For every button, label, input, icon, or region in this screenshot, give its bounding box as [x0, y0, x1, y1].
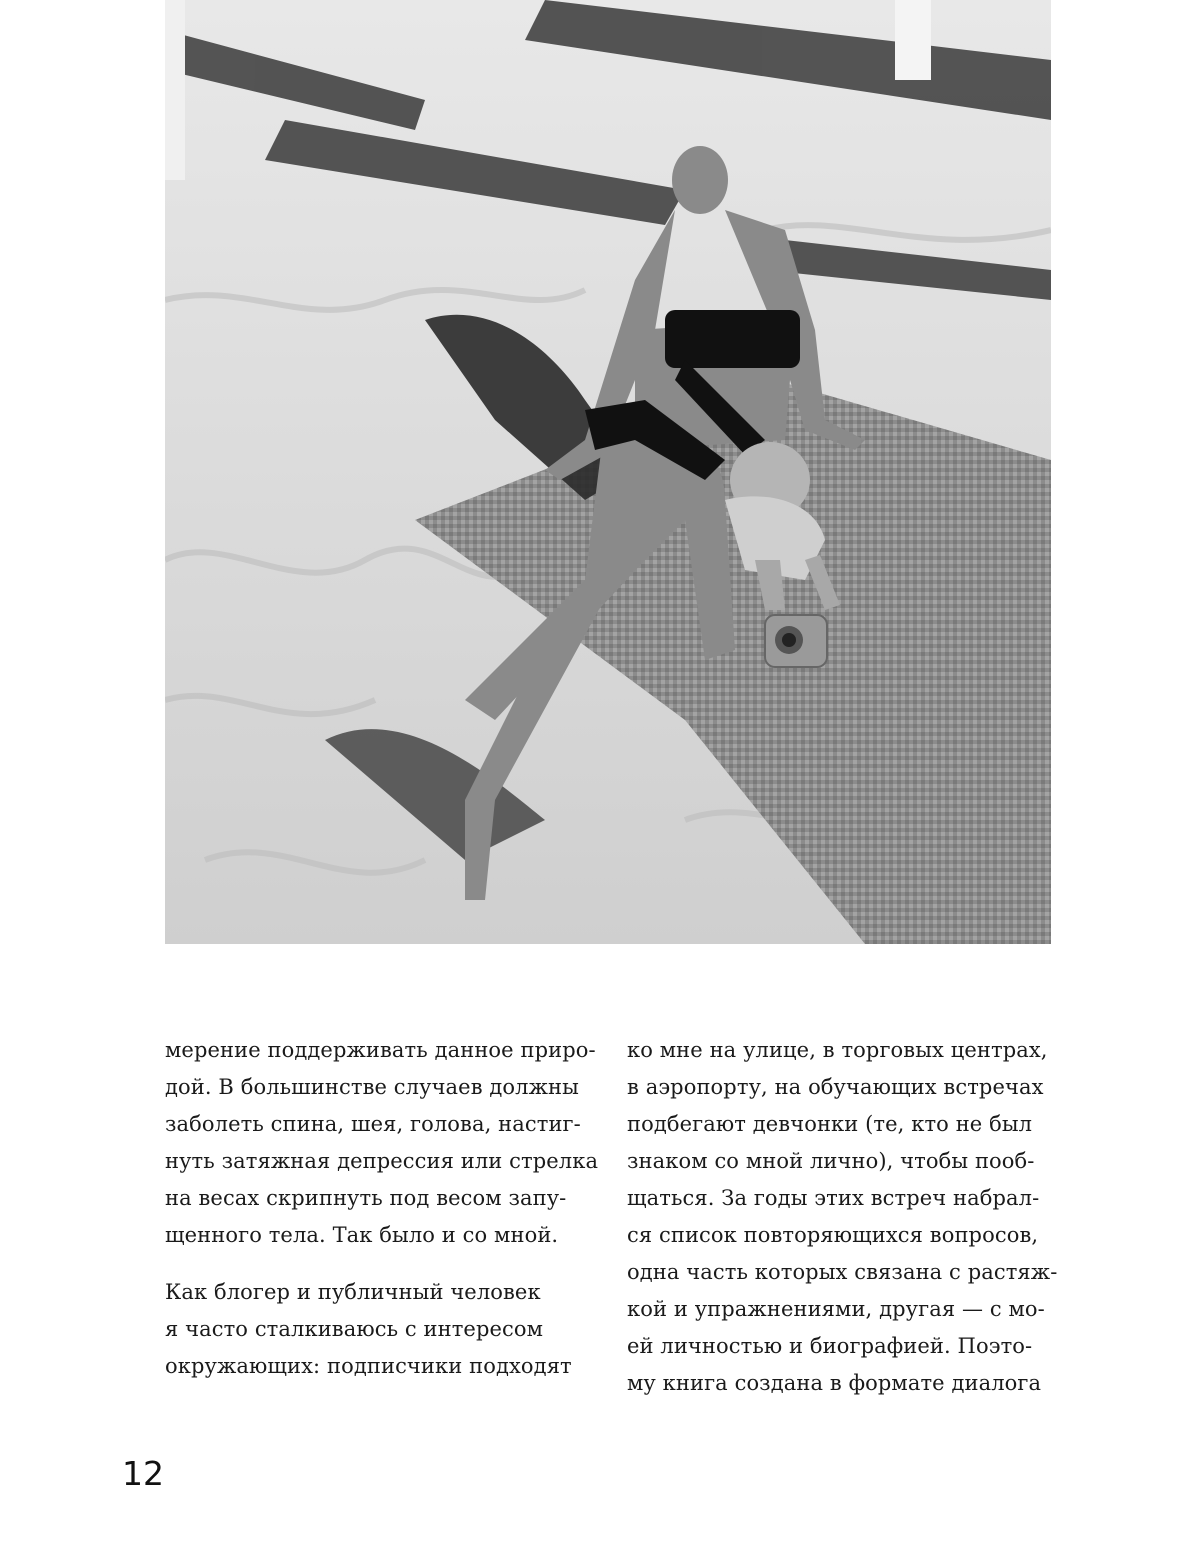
paragraph [165, 1032, 605, 1254]
paragraph-spacer [165, 1254, 605, 1274]
text-line: дой. В большинстве случаев должны [165, 1075, 579, 1099]
text-line: нуть затяжная депрессия или стрелка [165, 1149, 599, 1173]
text-line: на весах скрипнуть под весом запу- [165, 1186, 567, 1210]
text-line: подбегают девчонки (те, кто не был [627, 1112, 1033, 1136]
text-line: ей личностью и биографией. Поэто- [627, 1334, 1033, 1358]
paragraph [627, 1032, 1067, 1402]
text-line: заболеть спина, шея, голова, настиг- [165, 1112, 581, 1136]
text-line: мерение поддерживать данное приро- [165, 1038, 596, 1062]
beach-photo [165, 0, 1051, 944]
text-line: одна часть которых связана с растяж- [627, 1260, 1058, 1284]
paragraph [165, 1274, 605, 1385]
text-column-left [165, 1032, 605, 1385]
text-line: ко мне на улице, в торговых центрах, [627, 1038, 1048, 1062]
text-line: в аэропорту, на обучающих встречах [627, 1075, 1044, 1099]
text-line: му книга создана в формате диалога [627, 1371, 1042, 1395]
text-line: окружающих: подписчики подходят [165, 1354, 572, 1378]
text-line: кой и упражнениями, другая — с мо- [627, 1297, 1045, 1321]
text-line: знаком со мной лично), чтобы пооб- [627, 1149, 1035, 1173]
text-line: я часто сталкиваюсь с интересом [165, 1317, 544, 1341]
text-column-right [627, 1032, 1067, 1402]
beach-photo-illustration [165, 0, 1051, 944]
text-line: щенного тела. Так было и со мной. [165, 1223, 559, 1247]
text-line: щаться. За годы этих встреч набрал- [627, 1186, 1040, 1210]
page-number: 12 [122, 1454, 164, 1493]
text-line: Как блогер и публичный человек [165, 1280, 541, 1304]
text-line: ся список повторяющихся вопросов, [627, 1223, 1039, 1247]
